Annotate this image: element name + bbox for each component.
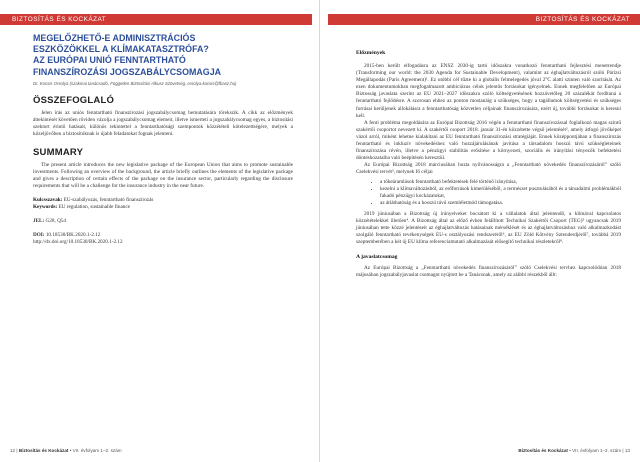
keywords-hu: EU-szabályozás, fenntartható finanszírozás — [63, 196, 154, 203]
right-issue: • VII. évfolyam 1–2. szám — [569, 448, 622, 453]
summary-en-text: The present article introduces the new legislative package of the European Union that aims to promote sustainable investments. Following an overview of the background, the article briefly outlines the elements of the legislative package and gives a description of certain effects of the package on the insurance sector, particularly regarding the disclosure requirements that will be a challenge for the insurance industry in the near future. — [33, 162, 293, 190]
summary-hu-heading: ÖSSZEFOGLALÓ — [33, 94, 115, 106]
article-front-matter — [33, 33, 293, 246]
left-issue: • VII. évfolyam 1–2. szám — [69, 448, 122, 453]
heading-javaslatcsomag: A javaslatcsomag — [356, 254, 398, 261]
heading-elozmenyek: Előzmények — [356, 50, 386, 56]
doi-label: DOI: — [33, 231, 45, 238]
section-header-bar-right: BIZTOSÍTÁS ÉS KOCKÁZAT — [328, 14, 640, 25]
article-body — [356, 50, 621, 280]
list-item: • a tőkeáramlások fenntartható befektetések felé történő irányítása, — [380, 179, 621, 186]
section-header-bar: BIZTOSÍTÁS ÉS KOCKÁZAT — [0, 14, 312, 25]
doi-block — [33, 232, 293, 246]
subtitle-line-1: AZ EURÓPAI UNIÓ FENNTARTHATÓ — [33, 55, 186, 66]
body-paragraph-4: 2019 júniusában a Bizottság új irányelveket bocsátott ki a vállalatok által jelentendő, a klímával kapcsolatos közzétételekkel illetően⁴. A Bizottság által az előző évben felállított Technikai Szakértői Csoport (TEG)⁵ ugyancsak 2019 júniusában tette közzé jelentéseit az éghajlatváltozás hatásainak mérséklését és az éghajlatváltozáshoz való alkalmazkodást szolgáló fenntartható tevékenységek EU-s osztályozási rendszeréről⁶, az EU Zöld Kötvény Sztenderdjéről⁷, továbbá 2019 szeptemberében a két új EU klíma referenciamutató alkalmazását elősegítő technikai részletekről⁸. — [356, 210, 621, 246]
body-paragraph-1: 2015-ben került elfogadásra az ENSZ 2030-ig tartó időszakra vonatkozó fenntartható fejlesztési menetrendje (Transforming our world: the 2030 Agenda for Sustainable Development), valamint az éghajlatváltozásról szóló Párizsi Megállapodás (Paris Agreement)¹. Ez utóbbi cél tűzte ki a globális felmelegedés jóval 2°C alatti szinten való szorítását. Az ezen dokumentumokban megfogalmazott ambiciózus célok jelentős forrásokat igényelnek. Ennek megfelelően az Európai Biztosság javaslata szerint az EU 2021–2027 időszakra szóló költségvetésének hozzávetőleg 20 százalékát fordítaná a fenntartható fejlődésre. A szorosan ehhez az ponton mostanáig a szükséges, hogy a tagállamok költségvetési és szükséges forrásai kerüljenek allokálásra a fenntarthatóság közvetlen céljainak finanszírozására, ezért új, további forrásokat is keresni kell. — [356, 63, 621, 119]
keywords-en-label: Keywords: — [33, 203, 58, 210]
right-journal-name: Biztosítás és Kockázat — [518, 448, 568, 453]
article-title — [33, 33, 293, 55]
title-line-1: MEGELŐZHETŐ-E ADMINISZTRÁCIÓS — [33, 33, 196, 43]
doi-value: 10.18530/BK.2020.1-2.12 — [45, 231, 101, 238]
body-paragraph-5: Az Európai Bizottság a „Fenntartható növekedés finanszírozásáról” szóló Cselekvési tervhez kapcsolódóan 2018 májusában jogszabályjavaslat csomagot nyújtott be a Tanácsnak, amely az alábbi részekből állt: — [356, 265, 621, 279]
body-paragraph-3: Az Európai Bizottság 2018 márciusában hozta nyilvánosságra a „Fenntartható növekedés finanszírozásáról” szóló Cselekvési tervét³, melynek fő céljai — [356, 162, 621, 176]
goals-list — [356, 179, 621, 207]
article-subtitle — [33, 55, 293, 77]
right-footer: Biztosítás és Kockázat • VII. évfolyam 1–2. szám | 13 — [518, 448, 630, 453]
jel-codes — [33, 218, 293, 225]
keywords-en: EU regulation, sustainable finance — [58, 203, 130, 210]
list-item: • az átláthatóság és a hosszú távú szemléletmód támogatása. — [380, 200, 621, 207]
summary-hu-text: Jelen írás az uniós fenntartható finanszírozási jogszabálycsomag bemutatására törekszik. A cikk az előzmények áttekintését követően röviden vázolja a jogszabálycsomag elemeit, illetve ismerteti a jogszabálycsomag egyes, a biztosítási szektort érintő hatásait, különös tekintettel a fenntarthatósági szempontok közzétételi kötelezettségére, melyek a közeljövőben a biztosítóknak is újabb feladatokat fognak jelenteni. — [33, 109, 293, 138]
author-line: Dr. Kocsis Orsolya (szakmai tanácsadó, Független Biztosítási Alkusz Szövetség, orsolya.kocsis@fbasz.hu) — [33, 80, 237, 86]
left-page-number: 12 — [10, 448, 16, 453]
left-footer: 12 | Biztosítás és Kockázat • VII. évfolyam 1–2. szám — [10, 448, 122, 453]
doi-link[interactable]: http://dx.doi.org/10.18530/BK.2020.1-2.12 — [33, 238, 123, 245]
summary-en-heading: SUMMARY — [33, 147, 84, 159]
jel-value: G28, Q54 — [45, 217, 67, 224]
keywords-block — [33, 197, 293, 211]
subtitle-line-2: FINANSZÍROZÁSI JOGSZABÁLYCSOMAGJA — [33, 66, 222, 77]
title-line-2: ESZKÖZÖKKEL A KLÍMAKATASZTRÓFA? — [33, 44, 209, 55]
jel-label: JEL: — [33, 217, 45, 224]
left-journal-name: Biztosítás és Kockázat — [18, 448, 69, 453]
body-paragraph-2: A fenti probléma megoldására az Európai Bizottság 2016 végén a fenntartható finanszírozással foglalkozó magas szintű szakértői csoportot nevezett ki. A szakértői csoport 2018. január 31-én közzétette végső jelentését², amely átfogó jövőképet vázol arról, miként lehetne kialakítani az EU fenntartható finanszírozási stratégiáját. Ennek középpontjában a finanszírozás fenntartható és inkluzív növekedéshez való hozzájárulásának javítása a társadalom hosszú távú szükségleteinek finanszírozása révén, illetve a pénzügyi stabilitás erősítése a környezeti, szociális és irányítási tényezők befektetési döntéshozatalba való beépítésén keresztül. — [356, 119, 621, 162]
right-page-number: 13 — [624, 448, 630, 453]
list-item: • kezelni a klímaváltozásból, az erőforrások kimerüléséből, a természet pusztulásából és a társadalmi problémákból fakadó pénzügyi kockázatokat, — [380, 186, 621, 200]
right-page — [320, 0, 640, 462]
keywords-hu-label: Kulcsszavak: — [33, 196, 63, 203]
